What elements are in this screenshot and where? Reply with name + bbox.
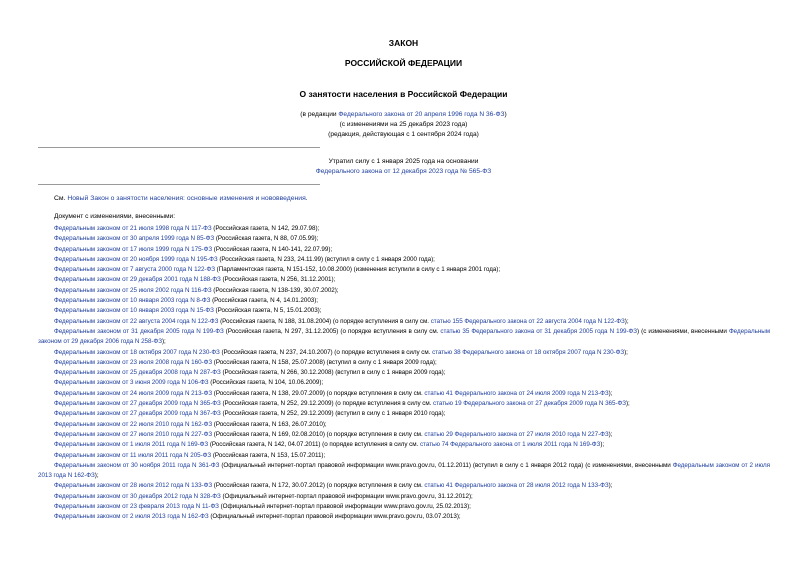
law-link[interactable]: Федеральным законом от 22 августа 2004 года N 122-ФЗ: [54, 317, 219, 325]
law-link[interactable]: Федеральным законом от 20 ноября 1999 года N 195-ФЗ: [54, 255, 218, 263]
law-link[interactable]: статью 41 Федерального закона от 28 июля 2012 года N 133-ФЗ: [424, 482, 609, 490]
entry-text: (Российская газета, N 4, 14.01.2003);: [210, 297, 318, 305]
law-link[interactable]: статью 19 Федерального закона от 27 декабря 2009 года N 365-ФЗ: [433, 400, 626, 408]
entry-text: (Российская газета, N 140-141, 22.07.99);: [212, 245, 333, 253]
law-link[interactable]: Федеральным законом от 30 ноября 2011 года N 361-ФЗ: [54, 461, 220, 469]
law-link[interactable]: статью 41 Федерального закона от 24 июля 2009 года N 213-ФЗ: [424, 389, 609, 397]
entry-text: (Российская газета, N 153, 15.07.2011);: [211, 451, 326, 459]
law-link[interactable]: Федеральным законом от 28 июля 2012 года N 133-ФЗ: [54, 482, 213, 490]
law-link[interactable]: статью 74 Федерального закона от 1 июля 2011 года N 169-ФЗ: [419, 441, 601, 449]
list-item: [38, 378, 770, 388]
list-item: [38, 245, 770, 255]
see-also-link[interactable]: Новый Закон о занятости населения: основные изменения и нововведения: [67, 195, 306, 202]
list-item: [38, 265, 770, 275]
law-link[interactable]: Федеральным законом от 31 декабря 2005 года N 199-ФЗ: [54, 327, 224, 335]
amendments-list: [38, 224, 770, 523]
federation-heading: РОССИЙСКОЙ ФЕДЕРАЦИИ: [344, 58, 463, 68]
entry-text: (Российская газета, N 142, 29.07.98);: [211, 225, 320, 232]
law-link[interactable]: Федеральным законом от 30 декабря 2012 года N 328-ФЗ: [54, 492, 221, 500]
law-link[interactable]: Федеральным законом от 27 июля 2010 года N 227-ФЗ: [54, 430, 213, 438]
entry-text: (Российская газета, N 169, 02.08.2010) (о порядке вступления в силу см.: [212, 430, 425, 438]
doc-type-heading: ЗАКОН: [388, 38, 419, 48]
law-link[interactable]: Федеральным законом от 22 июля 2010 года N 162-ФЗ: [54, 420, 213, 428]
list-item: [38, 451, 770, 461]
list-item: [38, 481, 770, 491]
list-item: [38, 275, 770, 285]
law-link[interactable]: статью 35 Федерального закона от 31 декабря 2005 года N 199-ФЗ: [440, 327, 638, 335]
list-item: [38, 430, 770, 440]
list-item: [38, 224, 770, 234]
entry-text: (Российская газета, N 104, 10.06.2009);: [208, 379, 324, 387]
law-link[interactable]: Федеральным законом от 30 апреля 1999 года N 85-ФЗ: [54, 235, 215, 243]
page-title: О занятости населения в Российской Федерации: [299, 89, 508, 99]
entry-text: );: [608, 389, 613, 397]
entry-text: (Российская газета, N 138-139, 30.07.2002);: [211, 286, 339, 294]
law-link[interactable]: статью 38 Федерального закона от 18 октября 2007 года N 230-ФЗ: [432, 348, 625, 356]
entry-text: (Российская газета, N 237, 24.10.2007) (о порядке вступления в силу см.: [219, 348, 433, 356]
entry-text: (Российская газета, N 5, 15.01.2003);: [213, 307, 322, 315]
changes-intro: Документ с изменениями, внесенными:: [54, 213, 176, 220]
entry-text: (Российская газета, N 266, 30.12.2008) (вступил в силу с 1 января 2009 года);: [220, 369, 446, 377]
law-link[interactable]: Федеральным законом от 7 августа 2000 года N 122-ФЗ: [54, 266, 215, 274]
entry-text: (Российская газета, N 138, 29.07.2009) (о порядке вступления в силу см.: [212, 389, 425, 397]
divider: [38, 147, 320, 148]
law-link[interactable]: Федеральным законом от 2 июля 2013 года N 162-ФЗ: [38, 461, 770, 480]
law-link[interactable]: Федеральным законом от 27 декабря 2009 года N 367-ФЗ: [54, 410, 221, 418]
list-item: [38, 317, 770, 327]
entry-text: (Российская газета, N 233, 24.11.99) (вступил в силу с 1 января 2000 года);: [217, 255, 435, 263]
law-link[interactable]: Федеральным законом от 10 января 2003 года N 15-ФЗ: [54, 307, 214, 315]
repeal-link[interactable]: Федерального закона от 12 декабря 2023 года № 565-ФЗ: [315, 168, 492, 175]
list-item: [38, 492, 770, 502]
entry-text: );: [94, 472, 99, 480]
law-link[interactable]: Федеральным законом от 23 февраля 2013 года N 11-ФЗ: [54, 503, 219, 511]
list-item: [38, 358, 770, 368]
entry-text: (Российская газета, N 256, 31.12.2001);: [220, 276, 336, 284]
law-link[interactable]: Федеральным законом от 24 июля 2009 года N 213-ФЗ: [54, 389, 213, 397]
repeal-link-line: [0, 168, 807, 175]
law-link[interactable]: Федеральным законом от 29 декабря 2001 года N 188-ФЗ: [54, 276, 221, 284]
entry-text: ) (с изменениями, внесенными: [637, 327, 729, 335]
entry-text: (Российская газета, N 163, 26.07.2010);: [212, 420, 327, 428]
entry-text: );: [162, 338, 166, 346]
law-link[interactable]: Федеральным законом от 17 июля 1999 года N 175-ФЗ: [54, 245, 213, 253]
list-item: [38, 368, 770, 378]
entry-text: (Российская газета, N 88, 07.05.99);: [214, 235, 319, 243]
entry-text: );: [608, 430, 613, 438]
law-link[interactable]: статью 155 Федерального закона от 22 августа 2004 года N 122-ФЗ: [430, 317, 625, 325]
entry-text: );: [600, 441, 605, 449]
law-link[interactable]: статью 29 Федерального закона от 27 июля 2010 года N 227-ФЗ: [424, 430, 609, 438]
entry-text: );: [625, 400, 630, 408]
entry-text: (Российская газета, N 188, 31.08.2004) (о порядке вступления в силу см.: [218, 317, 431, 325]
entry-text: (Официальный интернет-портал правовой информации www.pravo.gov.ru, 03.07.2013);: [208, 513, 461, 521]
list-item: [38, 399, 770, 409]
list-item: [38, 389, 770, 399]
law-link[interactable]: Федеральным законом от 21 июля 1998 года N 117-ФЗ: [54, 225, 212, 232]
entry-text: (Официальный интернет-портал правовой информации www.pravo.gov.ru, 01.12.2011) (вступил в силу с 1 января 2012 года) (с изменениями, внесенными: [219, 461, 673, 469]
law-link[interactable]: Федеральным законом от 2 июля 2013 года N 162-ФЗ: [54, 513, 209, 521]
entry-text: (Российская газета, N 252, 29.12.2009) (вступил в силу с 1 января 2010 года);: [220, 410, 446, 418]
entry-text: );: [624, 317, 629, 325]
law-link[interactable]: Федеральным законом от 23 июля 2008 года N 160-ФЗ: [54, 358, 213, 366]
entry-text: (Официальный интернет-портал правовой информации www.pravo.gov.ru, 25.02.2013);: [218, 503, 471, 511]
list-item: [38, 440, 770, 450]
entry-text: (Парламентская газета, N 151-152, 10.08.2000) (изменения вступили в силу с 1 января 2001 года);: [214, 266, 501, 274]
edition-line: (в редакции Федерального закона от 20 апреля 1996 года N 36-ФЗ): [300, 111, 507, 118]
law-link[interactable]: Федеральным законом от 11 июля 2011 года N 205-ФЗ: [54, 451, 212, 459]
list-item: [38, 461, 770, 482]
list-item: [38, 234, 770, 244]
law-link[interactable]: Федеральным законом от 29 декабря 2006 года N 258-ФЗ: [38, 327, 771, 346]
list-item: [38, 296, 770, 306]
repeal-text: Утратил силу с 1 января 2025 года на основании: [328, 158, 479, 165]
law-link[interactable]: Федеральным законом от 3 июня 2009 года N 106-ФЗ: [54, 379, 209, 387]
list-item: [38, 306, 770, 316]
law-link[interactable]: Федеральным законом от 1 июля 2011 года N 169-ФЗ: [54, 441, 209, 449]
list-item: [38, 409, 770, 419]
list-item: [38, 327, 770, 348]
entry-text: (Российская газета, N 297, 31.12.2005) (о порядке вступления в силу см.: [223, 327, 441, 335]
entry-text: );: [624, 348, 628, 356]
list-item: [38, 420, 770, 430]
entry-text: );: [608, 482, 613, 490]
edition-link[interactable]: Федерального закона от 20 апреля 1996 года N 36-ФЗ: [338, 111, 505, 118]
list-item: [38, 348, 770, 358]
law-link[interactable]: Федеральным законом от 27 декабря 2009 года N 365-ФЗ: [54, 400, 221, 408]
list-item: [38, 255, 770, 265]
law-link[interactable]: Федеральным законом от 18 октября 2007 года N 230-ФЗ: [54, 348, 220, 356]
entry-text: (Российская газета, N 158, 25.07.2008) (вступил в силу с 1 января 2009 года);: [212, 358, 437, 366]
entry-text: (Российская газета, N 142, 04.07.2011) (о порядке вступления в силу см.: [208, 441, 420, 449]
divider: [38, 184, 320, 185]
changes-line: (с изменениями на 25 декабря 2023 года): [339, 121, 468, 128]
law-link[interactable]: Федеральным законом от 25 декабря 2008 года N 287-ФЗ: [54, 369, 221, 377]
list-item: [38, 502, 770, 512]
see-also: См. Новый Закон о занятости населения: основные изменения и нововведения.: [54, 195, 308, 202]
list-item: [38, 512, 770, 522]
law-link[interactable]: Федеральным законом от 25 июля 2002 года N 116-ФЗ: [54, 286, 212, 294]
entry-text: (Официальный интернет-портал правовой информации www.pravo.gov.ru, 31.12.2012);: [220, 492, 473, 500]
effective-line: (редакция, действующая с 1 сентября 2024 года): [328, 131, 479, 138]
entry-text: (Российская газета, N 252, 29.12.2009) (о порядке вступления в силу см.: [220, 400, 434, 408]
list-item: [38, 286, 770, 296]
law-link[interactable]: Федеральным законом от 10 января 2003 года N 8-ФЗ: [54, 297, 211, 305]
entry-text: (Российская газета, N 172, 30.07.2012) (о порядке вступления в силу см.: [212, 482, 425, 490]
